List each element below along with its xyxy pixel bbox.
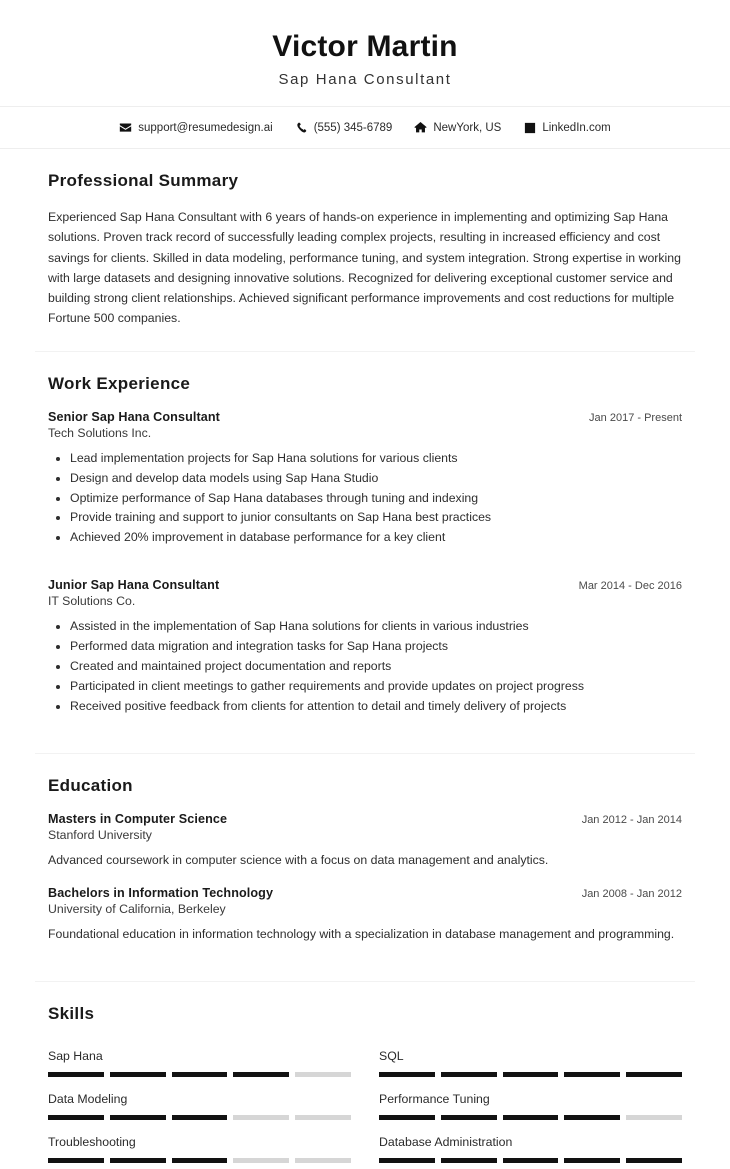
education-entry [48,812,682,871]
section-work-experience [0,374,730,753]
skill-level-bar [379,1115,682,1120]
work-bullets [48,449,682,549]
list-item: • Created and maintained project documentation and reports [70,657,682,677]
education-entry-head [48,886,682,900]
skill-label: Troubleshooting [48,1135,136,1150]
envelope-icon [119,121,132,134]
education-divider [35,981,695,982]
work-role: Junior Sap Hana Consultant [48,578,220,593]
work-entry-gap [48,564,682,578]
skill-level-segment [626,1158,682,1163]
list-item: • Assisted in the implementation of Sap Hana solutions for clients in various industries [70,617,682,637]
education-degree: Masters in Computer Science [48,811,228,826]
summary-divider [35,351,695,352]
skill-level-segment [110,1115,166,1120]
skill-level-segment [441,1158,497,1163]
list-item: • Provide training and support to junior consultants on Sap Hana best practices [70,508,682,528]
education-heading: Education [48,775,133,795]
skill-level-segment [110,1158,166,1163]
skill-level-segment [503,1115,559,1120]
skill-level-segment [172,1158,228,1163]
education-entry-head [48,812,682,826]
skill-item [48,1040,351,1083]
education-date: Jan 2008 - Jan 2012 [581,888,682,901]
skill-level-bar [48,1158,351,1163]
work-entry [48,578,682,717]
work-bullets [48,617,682,717]
skill-item [379,1040,682,1083]
work-entry-head [48,578,682,592]
skill-level-segment [233,1115,289,1120]
skill-level-segment [172,1115,228,1120]
education-entry [48,886,682,945]
skill-label: Data Modeling [48,1092,128,1107]
education-degree: Bachelors in Information Technology [48,886,274,901]
skill-level-segment [564,1115,620,1120]
list-item: • Received positive feedback from clients for attention to detail and timely delivery of projects [70,697,682,717]
linkedin-icon [523,121,536,134]
list-item: • Optimize performance of Sap Hana databases through tuning and indexing [70,489,682,509]
skill-level-segment [172,1072,228,1077]
contact-linkedin-label: LinkedIn.com [542,121,611,134]
skill-label: Sap Hana [48,1049,103,1064]
skill-item [379,1083,682,1126]
page-title: Victor Martin [272,30,458,63]
skill-item [48,1083,351,1126]
list-item: • Lead implementation projects for Sap Hana solutions for various clients [70,449,682,469]
education-school: Stanford University [48,827,152,842]
skill-level-segment [48,1158,104,1163]
skill-level-segment [48,1115,104,1120]
skills-grid [48,1040,682,1169]
skill-level-segment [379,1072,435,1077]
skill-level-segment [233,1072,289,1077]
contact-email[interactable] [119,121,272,134]
skill-level-segment [48,1072,104,1077]
phone-icon [295,121,308,134]
contact-location[interactable] [414,121,501,134]
contact-location-label: NewYork, US [433,121,502,134]
work-divider [35,753,695,754]
work-heading: Work Experience [48,373,191,393]
skill-level-segment [626,1115,682,1120]
skill-level-segment [626,1072,682,1077]
work-date: Jan 2017 - Present [589,411,682,424]
skill-level-segment [503,1072,559,1077]
skill-level-segment [295,1072,351,1077]
skill-level-segment [110,1072,166,1077]
contact-linkedin[interactable] [523,121,610,134]
work-date: Mar 2014 - Dec 2016 [578,580,682,593]
education-date: Jan 2012 - Jan 2014 [581,813,682,826]
skill-level-segment [295,1158,351,1163]
education-section-gap [48,961,682,981]
education-description: Foundational education in information technology with a specialization in database management and programming. [48,927,675,942]
skill-level-bar [48,1115,351,1120]
skill-item [379,1126,682,1169]
contact-bar [0,107,730,148]
summary-heading: Professional Summary [48,171,239,190]
list-item: • Design and develop data models using Sap Hana Studio [70,469,682,489]
summary-text: Experienced Sap Hana Consultant with 6 years of hands-on experience in implementing and optimizing Sap Hana solutions. Proven track record of successfully leading complex projects, resulting in increased efficiency and cost savings for clients. Skilled in data modeling, performance tuning, and system integration. Strong expertise in working with large datasets and designing innovative solutions. Recognized for delivering exceptional customer service and building strong client relationships. Achieved significant performance improvements and cost reductions for multiple Fortune 500 companies. [48,210,681,326]
education-school: University of California, Berkeley [48,902,226,917]
work-entry [48,410,682,549]
education-description: Advanced coursework in computer science with a focus on data management and analytics. [48,852,549,867]
skill-level-segment [441,1072,497,1077]
skill-level-bar [379,1158,682,1163]
work-org: Tech Solutions Inc. [48,425,152,440]
contact-phone[interactable] [295,121,393,134]
work-section-gap [48,733,682,753]
home-icon [414,121,427,134]
work-role: Senior Sap Hana Consultant [48,409,220,424]
skill-item [48,1126,351,1169]
skill-level-segment [233,1158,289,1163]
skill-label: Performance Tuning [379,1092,490,1107]
section-professional-summary [0,171,730,329]
section-education [0,776,730,981]
skill-level-segment [379,1158,435,1163]
contact-divider [0,148,730,149]
section-skills [0,1004,730,1169]
skill-level-bar [379,1072,682,1077]
skill-level-segment [564,1072,620,1077]
skills-heading: Skills [48,1004,95,1024]
skill-label: Database Administration [379,1135,513,1150]
work-org: IT Solutions Co. [48,594,136,609]
work-entry-head [48,410,682,424]
skill-level-bar [48,1072,351,1077]
list-item: • Performed data migration and integration tasks for Sap Hana projects [70,637,682,657]
skill-level-segment [379,1115,435,1120]
skill-level-segment [564,1158,620,1163]
skill-level-segment [441,1115,497,1120]
skill-level-segment [503,1158,559,1163]
resume-header [0,0,730,106]
skill-label: SQL [379,1049,404,1064]
contact-phone-label: (555) 345-6789 [313,121,393,134]
list-item: • Achieved 20% improvement in database performance for a key client [70,528,682,548]
skill-level-segment [295,1115,351,1120]
list-item: • Participated in client meetings to gather requirements and provide updates on project progress [70,677,682,697]
contact-email-label: support@resumedesign.ai [138,121,273,134]
job-title: Sap Hana Consultant [278,71,452,88]
